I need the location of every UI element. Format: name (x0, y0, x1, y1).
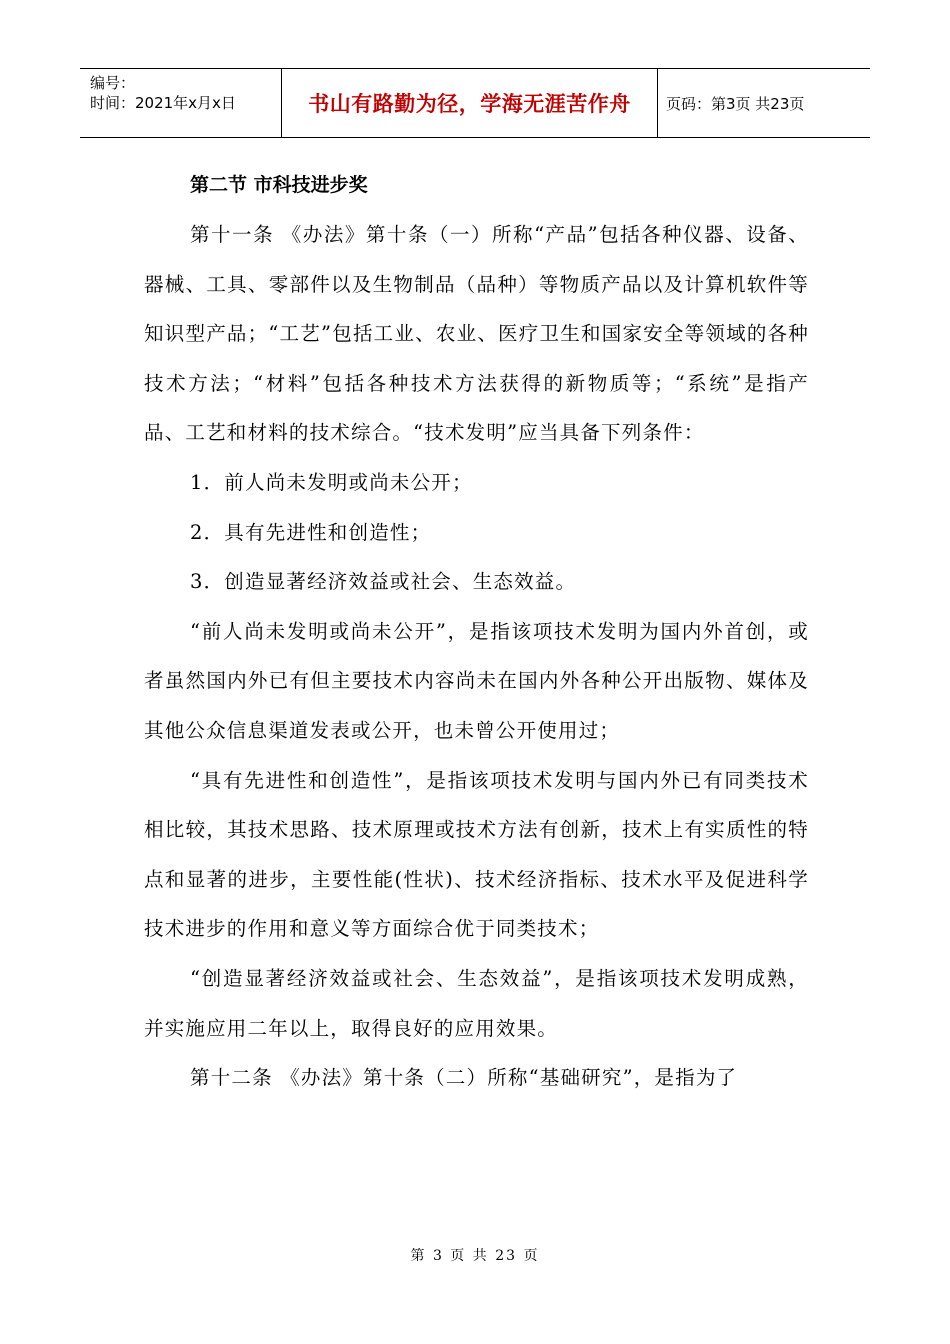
document-body (144, 160, 809, 1103)
document-date-label: 时间：2021年x月x日 (90, 94, 236, 112)
paragraph-article-12: 第十二条 《办法》第十条（二）所称“基础研究”，是指为了 (190, 1066, 738, 1090)
header-meta-cell (80, 69, 282, 137)
paragraph-condition-3: 3．创造显著经济效益或社会、生态效益。 (190, 570, 577, 594)
header-motto: 书山有路勤为径，学海无涯苦作舟 (282, 69, 658, 137)
paragraph-explain-3: “创造显著经济效益或社会、生态效益”，是指该项技术发明成熟，并实施应用二年以上，取得良好的应用效果。 (144, 966, 809, 1040)
paragraph-condition-2: 2．具有先进性和创造性； (190, 520, 432, 544)
page-footer: 第 3 页 共 23 页 (410, 1248, 540, 1264)
paragraph-condition-1: 1．前人尚未发明或尚未公开； (190, 470, 473, 494)
paragraph-explain-1: “前人尚未发明或尚未公开”，是指该项技术发明为国内外首创，或者虽然国内外已有但主要技术内容尚未在国内外各种公开出版物、媒体及其他公众信息渠道发表或公开，也未曾公开使用过； (144, 619, 809, 742)
header-table (80, 68, 870, 138)
document-code-label: 编号： (90, 74, 136, 92)
paragraph-article-11: 第十一条 《办法》第十条（一）所称“产品”包括各种仪器、设备、器械、工具、零部件以及生物制品（品种）等物质产品以及计算机软件等知识型产品；“工艺”包括工业、农业、医疗卫生和国家安全等领域的各种技术方法；“材料”包括各种技术方法获得的新物质等；“系统”是指产品、工艺和材料的技术综合。“技术发明”应当具备下列条件： (144, 223, 809, 445)
header-page-number: 页码：第3页 共23页 (666, 94, 805, 113)
paragraph-explain-2: “具有先进性和创造性”，是指该项技术发明与国内外已有同类技术相比较，其技术思路、技术原理或技术方法有创新，技术上有实质性的特点和显著的进步，主要性能(性状)、技术经济指标、技术水平及促进科学技术进步的作用和意义等方面综合优于同类技术； (144, 768, 809, 941)
section-title: 第二节 市科技进步奖 (190, 174, 368, 196)
